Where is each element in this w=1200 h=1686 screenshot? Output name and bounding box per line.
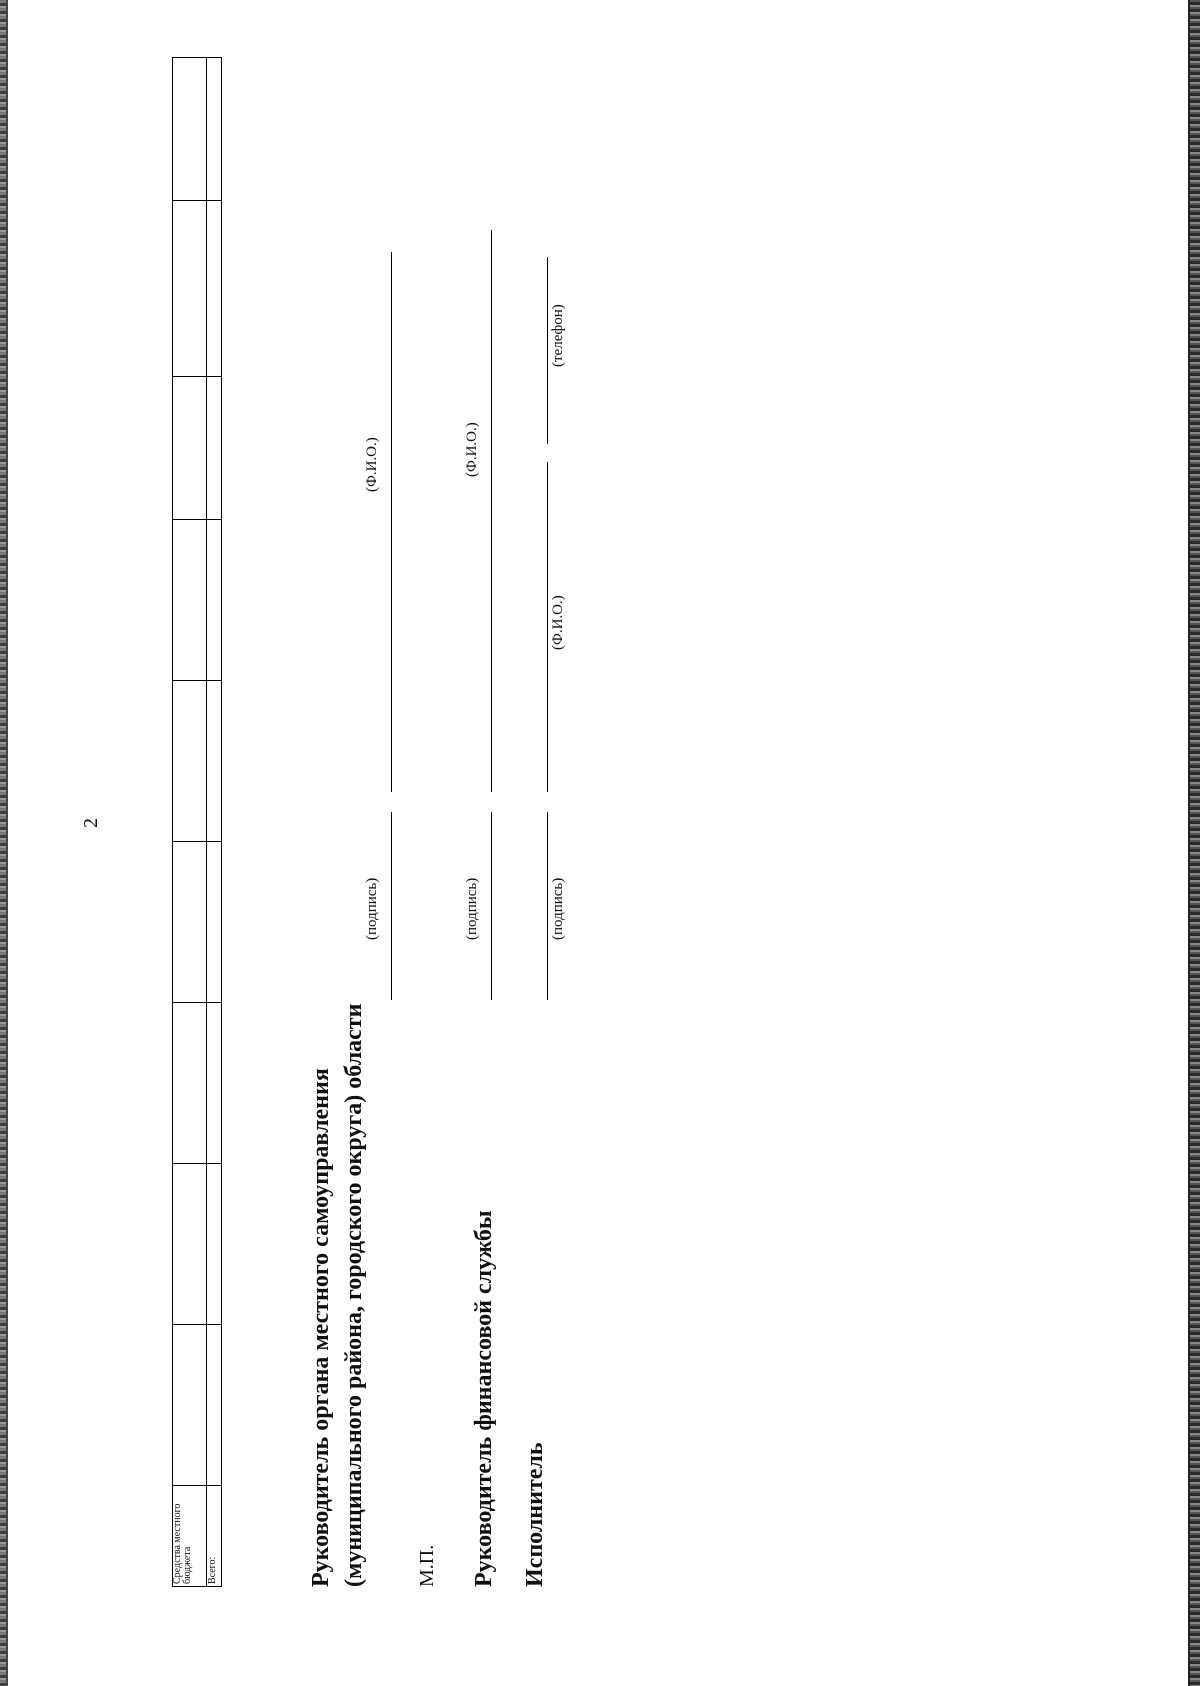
table-cell [207, 681, 222, 842]
row-label: Средства местного бюджета [173, 1486, 207, 1587]
finance-name-line [491, 230, 492, 792]
table-cell [173, 377, 207, 520]
table-cell [173, 58, 207, 201]
table-cell [173, 1164, 207, 1325]
head-signatory-title: Руководитель органа местного самоуправления (муниципального района, городского округа) области [308, 1003, 367, 1587]
finance-signatory-title: Руководитель финансовой службы [471, 1210, 497, 1587]
table-row [207, 58, 222, 1587]
table-cell [173, 1325, 207, 1486]
head-signature-line [391, 812, 392, 1000]
table-cell [207, 58, 222, 201]
stamp-mark: М.П. [416, 1544, 438, 1587]
executor-signature-caption: (подпись) [550, 877, 566, 940]
executor-name-line [547, 462, 548, 792]
finance-signature-caption: (подпись) [464, 877, 480, 940]
finance-name-caption: (Ф.И.О.) [464, 422, 480, 477]
table-cell [173, 201, 207, 377]
table-cell [173, 1003, 207, 1164]
table-cell [173, 842, 207, 1003]
head-signature-caption: (подпись) [364, 877, 380, 940]
table-cell [207, 1164, 222, 1325]
table-cell [207, 201, 222, 377]
head-name-caption: (Ф.И.О.) [364, 437, 380, 492]
executor-signature-line [547, 812, 548, 1000]
row-label: Всего: [207, 1486, 222, 1587]
scan-edge-right-line [1188, 0, 1190, 1686]
table-cell [207, 1325, 222, 1486]
executor-name-caption: (Ф.И.О.) [550, 595, 566, 650]
budget-table [172, 57, 222, 1587]
executor-title: Исполнитель [522, 1442, 548, 1587]
table-cell [207, 520, 222, 681]
table-row [173, 58, 207, 1587]
table-cell [173, 520, 207, 681]
executor-phone-line [547, 257, 548, 444]
page-number: 2 [80, 818, 102, 828]
head-name-line [391, 252, 392, 792]
finance-signature-line [491, 812, 492, 1000]
table-cell [207, 842, 222, 1003]
table-cell [173, 681, 207, 842]
rotated-page [0, 40, 1100, 1660]
table-cell [207, 377, 222, 520]
scan-edge-right [1190, 0, 1200, 1686]
executor-phone-caption: (телефон) [550, 304, 566, 367]
table-cell [207, 1003, 222, 1164]
